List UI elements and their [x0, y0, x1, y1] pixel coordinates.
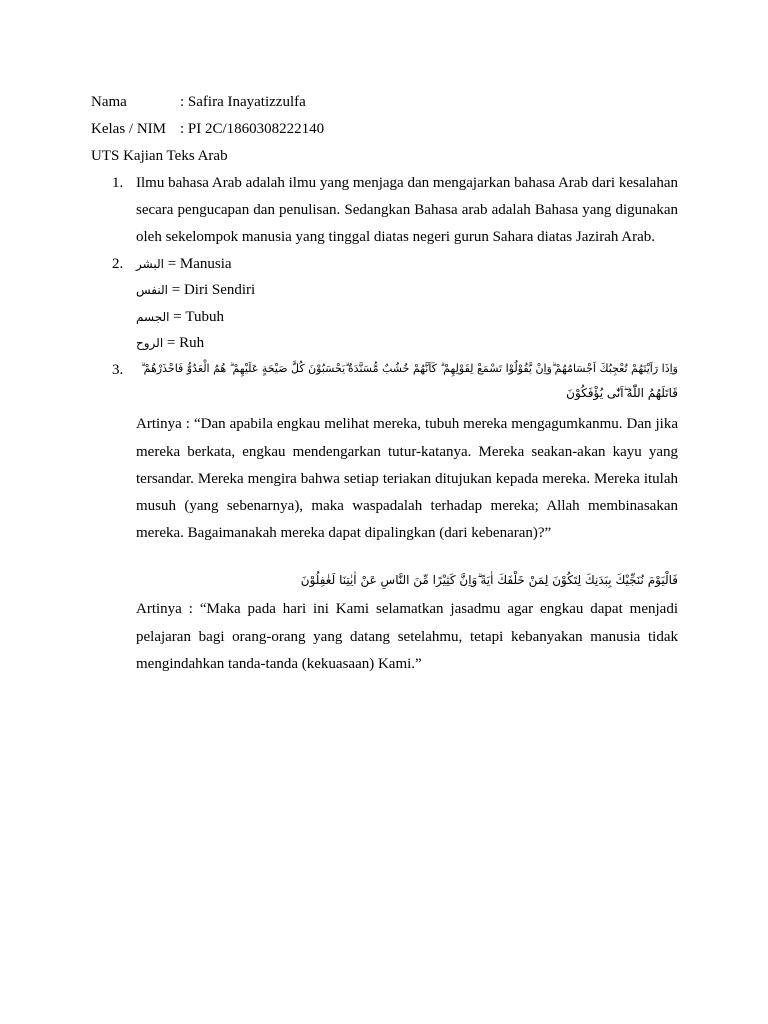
item-1-line: oleh sekelompok manusia yang tinggal diatas negeri gurun Sahara diatas Jazirah Arab.: [136, 229, 656, 245]
translation-2-line: pelajaran bagi orang-orang yang datang setelahmu, tetapi kebanyakan manusia tidak: [136, 629, 678, 645]
translation-2-line: mengindahkan tanda-tanda (kekuasaan) Kami.”: [136, 656, 422, 672]
vocab-entry: [136, 281, 255, 299]
item-1-line: Ilmu bahasa Arab adalah ilmu yang menjaga dan mengajarkan bahasa Arab dari kesalahan: [136, 175, 678, 191]
quran-verse-line: قَاتَلَهُمُ اللّٰهُ ۖاَنّٰى يُؤْفَكُوْنَ: [566, 386, 678, 400]
translation-2-line: Artinya : “Maka pada hari ini Kami selamatkan jasadmu agar engkau dapat menjadi: [136, 601, 678, 617]
item-number-2: 2.: [112, 256, 124, 272]
vocab-entry: [136, 308, 224, 326]
item-1-line: secara pengucapan dan penulisan. Sedangkan Bahasa arab adalah Bahasa yang digunakan: [136, 202, 678, 218]
vocab-meaning: = Tubuh: [173, 309, 225, 325]
vocab-arabic: الجسم: [136, 310, 170, 324]
translation-1-line: mereka berkata, engkau mendengarkan tutur-katanya. Mereka seakan-akan kayu yang: [136, 444, 678, 460]
quran-verse-line: وَاِذَا رَاَيْتَهُمْ تُعْجِبُكَ اَجْسَامُهُمْ ۗوَاِنْ يَّقُوْلُوْا تَسْمَعْ لِقَوْلِهِمْ ۗ كَاَنَّهُمْ خُشُبٌ مُّسَنَّدَةٌ ۗيَحْسَبُوْنَ كُلَّ صَيْحَةٍ عَلَيْهِمْ ۗ هُمُ الْعَدُوُّ فَاحْذَرْهُمْ ۗ: [140, 362, 678, 375]
vocab-meaning: = Manusia: [167, 256, 232, 272]
quran-verse-line: فَالْيَوْمَ نُنَجِّيْكَ بِبَدَنِكَ لِتَكُوْنَ لِمَنْ خَلْفَكَ اٰيَةً ۗوَاِنَّ كَثِيْرًا مِّنَ النَّاسِ عَنْ اٰيٰتِنَا لَغٰفِلُوْنَ: [300, 573, 678, 587]
vocab-entry: [136, 255, 232, 273]
name-value: : Safira Inayatizzulfa: [180, 94, 306, 110]
item-number-3: 3.: [112, 362, 124, 378]
vocab-arabic: البشر: [136, 257, 164, 271]
vocab-arabic: النفس: [136, 283, 168, 297]
item-number-1: 1.: [112, 175, 124, 191]
vocab-meaning: = Diri Sendiri: [171, 282, 256, 298]
vocab-arabic: الروح: [136, 336, 164, 350]
class-label: Kelas / NIM: [91, 121, 166, 137]
vocab-meaning: = Ruh: [166, 335, 205, 351]
translation-1-line: tersandar. Mereka mengira bahwa setiap teriakan ditujukan kepada mereka. Mereka itulah: [136, 471, 678, 487]
document-title: UTS Kajian Teks Arab: [91, 148, 228, 164]
class-value: : PI 2C/1860308222140: [180, 121, 325, 137]
translation-1-line: Artinya : “Dan apabila engkau melihat mereka, tubuh mereka mengagumkanmu. Dan jika: [136, 416, 678, 432]
vocab-entry: [136, 334, 204, 352]
name-label: Nama: [91, 94, 127, 110]
translation-1-line: musuh (yang sebenarnya), maka waspadalah terhadap mereka; Allah membinasakan: [136, 498, 678, 514]
translation-1-line: mereka. Bagaimanakah mereka dapat dipalingkan (dari kebenaran)?”: [136, 525, 552, 541]
